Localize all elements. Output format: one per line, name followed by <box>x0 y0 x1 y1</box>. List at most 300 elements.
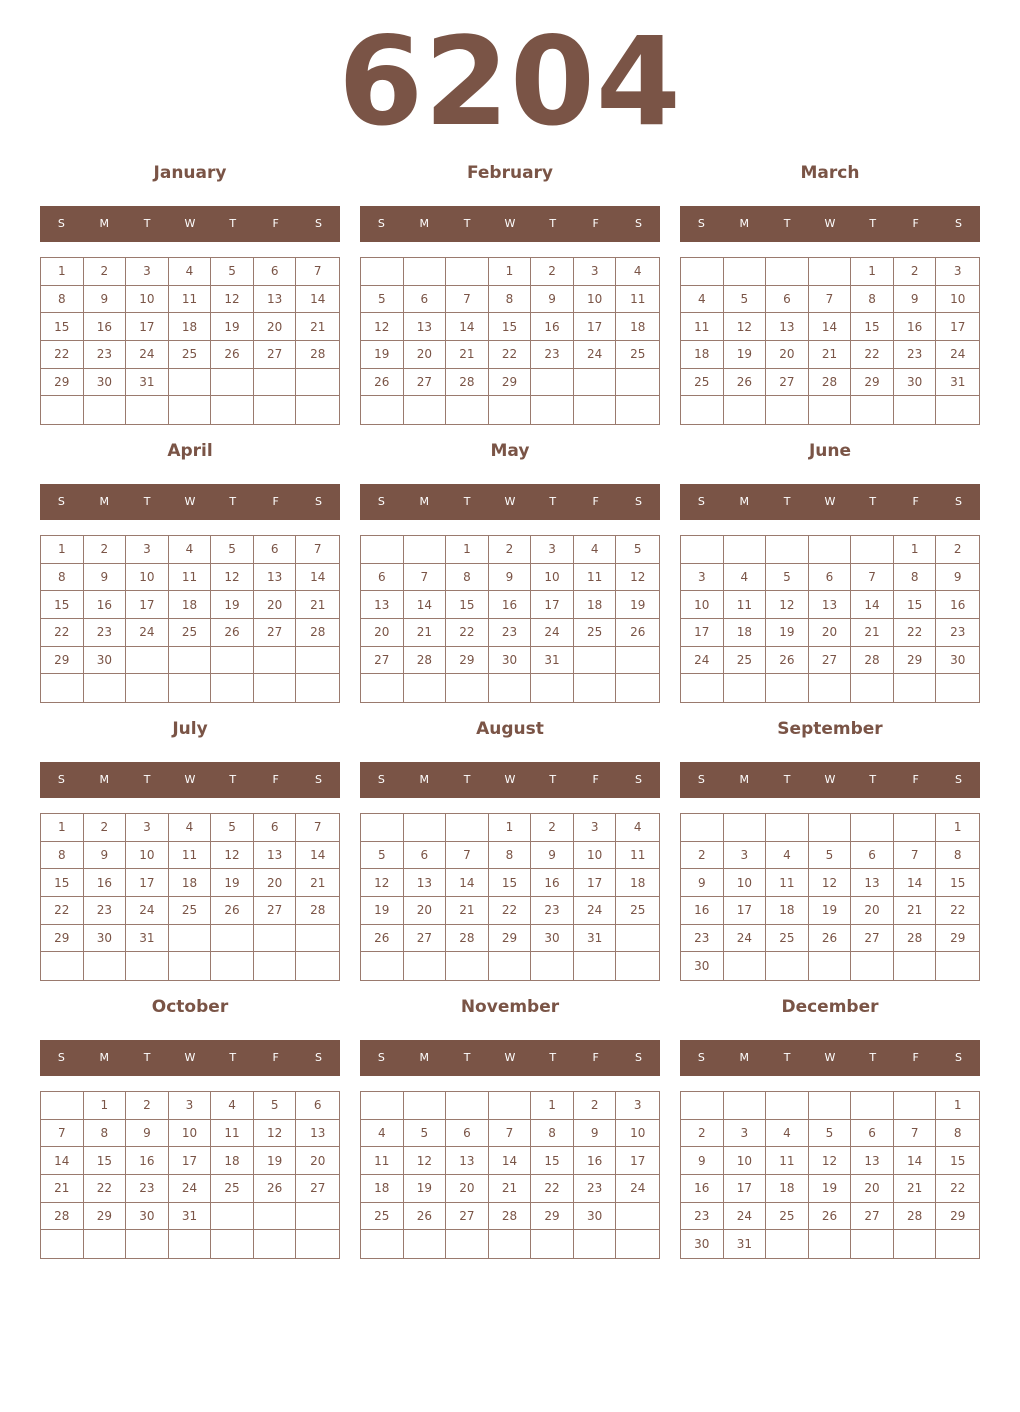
day-cell: 24 <box>531 619 574 647</box>
day-cell: 22 <box>84 1175 127 1203</box>
day-cell: 24 <box>936 341 979 369</box>
weekday-label: S <box>377 217 385 230</box>
day-cell: 19 <box>361 341 404 369</box>
day-cell: 18 <box>681 341 724 369</box>
empty-cell <box>84 952 127 980</box>
day-cell: 21 <box>489 1175 532 1203</box>
weekday-label: F <box>592 495 599 508</box>
day-cell: 12 <box>616 564 659 592</box>
weekday-label: W <box>824 1051 836 1064</box>
empty-cell <box>531 1230 574 1258</box>
day-cell: 2 <box>936 536 979 564</box>
day-cell: 14 <box>894 869 937 897</box>
day-cell: 10 <box>169 1120 212 1148</box>
day-cell: 8 <box>84 1120 127 1148</box>
empty-cell <box>489 396 532 424</box>
empty-cell <box>296 674 339 702</box>
empty-cell <box>404 1230 447 1258</box>
empty-cell <box>254 1203 297 1231</box>
weekday-label: W <box>504 217 516 230</box>
day-cell: 8 <box>446 564 489 592</box>
day-cell: 18 <box>616 313 659 341</box>
day-cell: 24 <box>616 1175 659 1203</box>
day-cell: 7 <box>446 842 489 870</box>
weekday-label: W <box>824 217 836 230</box>
empty-cell <box>616 396 659 424</box>
empty-cell <box>446 1092 489 1120</box>
empty-cell <box>894 396 937 424</box>
day-cell: 20 <box>766 341 809 369</box>
empty-cell <box>404 952 447 980</box>
day-cell: 16 <box>84 591 127 619</box>
day-cell: 20 <box>254 313 297 341</box>
weekday-label: W <box>504 773 516 786</box>
weekday-label: S <box>697 495 705 508</box>
weekday-label: S <box>57 495 65 508</box>
weekday-label: M <box>99 773 110 786</box>
empty-cell <box>851 536 894 564</box>
day-cell: 9 <box>681 1147 724 1175</box>
day-cell: 29 <box>41 369 84 397</box>
day-grid <box>40 813 340 981</box>
day-cell: 6 <box>361 564 404 592</box>
empty-cell <box>894 1092 937 1120</box>
day-cell: 14 <box>809 313 852 341</box>
day-cell: 14 <box>296 286 339 314</box>
empty-cell <box>446 674 489 702</box>
weekday-header <box>40 484 340 520</box>
empty-cell <box>489 1092 532 1120</box>
day-cell: 22 <box>41 897 84 925</box>
day-cell: 1 <box>41 258 84 286</box>
day-cell: 30 <box>574 1203 617 1231</box>
day-cell: 9 <box>84 842 127 870</box>
day-cell: 30 <box>681 1230 724 1258</box>
weekday-label: M <box>739 773 750 786</box>
day-cell: 25 <box>616 341 659 369</box>
day-cell: 4 <box>169 258 212 286</box>
day-cell: 16 <box>574 1147 617 1175</box>
weekday-label: T <box>549 773 557 786</box>
day-cell: 15 <box>936 869 979 897</box>
empty-cell <box>809 396 852 424</box>
day-cell: 31 <box>531 647 574 675</box>
day-cell: 23 <box>126 1175 169 1203</box>
day-cell: 13 <box>254 286 297 314</box>
day-cell: 8 <box>936 1120 979 1148</box>
empty-cell <box>361 536 404 564</box>
day-cell: 21 <box>404 619 447 647</box>
day-grid <box>680 535 980 703</box>
weekday-label: S <box>634 495 642 508</box>
weekday-label: S <box>314 773 322 786</box>
weekday-header <box>360 484 660 520</box>
empty-cell <box>724 536 767 564</box>
day-cell: 12 <box>254 1120 297 1148</box>
empty-cell <box>361 952 404 980</box>
day-cell: 15 <box>41 313 84 341</box>
day-cell: 12 <box>211 842 254 870</box>
day-cell: 13 <box>851 1147 894 1175</box>
weekday-label: S <box>634 1051 642 1064</box>
weekday-label: S <box>954 217 962 230</box>
day-grid <box>360 1091 660 1259</box>
empty-cell <box>41 1092 84 1120</box>
weekday-label: T <box>143 773 151 786</box>
empty-cell <box>531 952 574 980</box>
empty-cell <box>766 258 809 286</box>
day-cell: 29 <box>446 647 489 675</box>
empty-cell <box>766 1230 809 1258</box>
empty-cell <box>766 814 809 842</box>
weekday-label: M <box>419 217 430 230</box>
day-cell: 19 <box>211 591 254 619</box>
empty-cell <box>254 1230 297 1258</box>
day-cell: 29 <box>894 647 937 675</box>
weekday-label: T <box>783 495 791 508</box>
day-cell: 24 <box>724 925 767 953</box>
weekday-label: T <box>869 217 877 230</box>
day-cell: 28 <box>296 341 339 369</box>
empty-cell <box>296 1230 339 1258</box>
day-cell: 16 <box>894 313 937 341</box>
day-cell: 19 <box>766 619 809 647</box>
empty-cell <box>446 396 489 424</box>
day-cell: 12 <box>809 869 852 897</box>
day-cell: 24 <box>574 341 617 369</box>
day-cell: 20 <box>851 1175 894 1203</box>
weekday-label: T <box>549 1051 557 1064</box>
day-cell: 19 <box>211 313 254 341</box>
day-cell: 30 <box>84 925 127 953</box>
empty-cell <box>766 1092 809 1120</box>
day-cell: 5 <box>361 842 404 870</box>
day-cell: 28 <box>851 647 894 675</box>
weekday-label: T <box>463 495 471 508</box>
day-cell: 4 <box>766 1120 809 1148</box>
empty-cell <box>616 1203 659 1231</box>
day-cell: 1 <box>489 258 532 286</box>
weekday-label: F <box>912 773 919 786</box>
day-cell: 22 <box>936 897 979 925</box>
day-cell: 21 <box>296 313 339 341</box>
day-cell: 15 <box>41 591 84 619</box>
day-cell: 30 <box>489 647 532 675</box>
day-cell: 18 <box>616 869 659 897</box>
empty-cell <box>84 674 127 702</box>
day-cell: 17 <box>531 591 574 619</box>
day-cell: 16 <box>936 591 979 619</box>
day-cell: 29 <box>489 925 532 953</box>
day-cell: 16 <box>681 1175 724 1203</box>
empty-cell <box>254 952 297 980</box>
day-cell: 7 <box>296 258 339 286</box>
day-cell: 5 <box>809 1120 852 1148</box>
day-cell: 3 <box>936 258 979 286</box>
day-cell: 7 <box>404 564 447 592</box>
day-cell: 1 <box>894 536 937 564</box>
weekday-label: T <box>783 217 791 230</box>
day-cell: 6 <box>404 286 447 314</box>
day-cell: 26 <box>211 341 254 369</box>
day-cell: 3 <box>169 1092 212 1120</box>
day-cell: 25 <box>724 647 767 675</box>
day-cell: 22 <box>894 619 937 647</box>
weekday-label: S <box>954 1051 962 1064</box>
day-cell: 30 <box>894 369 937 397</box>
day-cell: 7 <box>851 564 894 592</box>
day-cell: 1 <box>936 814 979 842</box>
empty-cell <box>681 536 724 564</box>
day-cell: 25 <box>766 1203 809 1231</box>
empty-cell <box>851 396 894 424</box>
empty-cell <box>84 1230 127 1258</box>
day-cell: 13 <box>809 591 852 619</box>
day-grid <box>680 813 980 981</box>
weekday-label: T <box>143 217 151 230</box>
day-cell: 6 <box>254 814 297 842</box>
empty-cell <box>211 396 254 424</box>
day-cell: 2 <box>489 536 532 564</box>
day-cell: 24 <box>724 1203 767 1231</box>
day-cell: 3 <box>724 1120 767 1148</box>
day-cell: 13 <box>766 313 809 341</box>
empty-cell <box>446 1230 489 1258</box>
day-cell: 1 <box>84 1092 127 1120</box>
day-cell: 30 <box>531 925 574 953</box>
day-cell: 17 <box>126 313 169 341</box>
day-cell: 20 <box>296 1147 339 1175</box>
empty-cell <box>809 1092 852 1120</box>
empty-cell <box>936 396 979 424</box>
day-cell: 18 <box>574 591 617 619</box>
day-cell: 15 <box>936 1147 979 1175</box>
day-cell: 13 <box>851 869 894 897</box>
empty-cell <box>574 674 617 702</box>
day-cell: 3 <box>574 814 617 842</box>
empty-cell <box>254 925 297 953</box>
weekday-label: T <box>783 1051 791 1064</box>
day-cell: 29 <box>41 925 84 953</box>
day-cell: 14 <box>404 591 447 619</box>
day-cell: 8 <box>41 286 84 314</box>
empty-cell <box>126 647 169 675</box>
day-cell: 17 <box>724 897 767 925</box>
empty-cell <box>446 952 489 980</box>
day-cell: 19 <box>724 341 767 369</box>
empty-cell <box>446 258 489 286</box>
empty-cell <box>616 369 659 397</box>
day-cell: 6 <box>766 286 809 314</box>
day-cell: 17 <box>169 1147 212 1175</box>
day-cell: 28 <box>446 369 489 397</box>
day-cell: 13 <box>296 1120 339 1148</box>
day-cell: 18 <box>169 313 212 341</box>
day-cell: 20 <box>809 619 852 647</box>
weekday-label: F <box>912 495 919 508</box>
day-cell: 26 <box>404 1203 447 1231</box>
day-cell: 11 <box>211 1120 254 1148</box>
empty-cell <box>211 369 254 397</box>
day-cell: 11 <box>169 842 212 870</box>
empty-cell <box>489 674 532 702</box>
weekday-label: T <box>869 495 877 508</box>
day-cell: 31 <box>724 1230 767 1258</box>
day-cell: 2 <box>681 1120 724 1148</box>
weekday-label: S <box>57 217 65 230</box>
day-cell: 9 <box>531 842 574 870</box>
day-cell: 11 <box>681 313 724 341</box>
empty-cell <box>41 1230 84 1258</box>
day-cell: 11 <box>169 286 212 314</box>
day-cell: 11 <box>361 1147 404 1175</box>
day-cell: 27 <box>254 897 297 925</box>
day-grid <box>40 1091 340 1259</box>
day-cell: 13 <box>446 1147 489 1175</box>
empty-cell <box>296 925 339 953</box>
weekday-label: S <box>57 773 65 786</box>
day-cell: 30 <box>126 1203 169 1231</box>
day-cell: 19 <box>809 1175 852 1203</box>
day-cell: 3 <box>616 1092 659 1120</box>
day-cell: 26 <box>616 619 659 647</box>
month-name: October <box>151 997 229 1017</box>
day-cell: 13 <box>254 842 297 870</box>
day-cell: 25 <box>574 619 617 647</box>
weekday-label: F <box>912 1051 919 1064</box>
day-cell: 4 <box>616 258 659 286</box>
empty-cell <box>851 952 894 980</box>
day-cell: 23 <box>681 1203 724 1231</box>
empty-cell <box>169 396 212 424</box>
month-name: May <box>490 441 530 461</box>
day-cell: 18 <box>766 1175 809 1203</box>
weekday-label: T <box>229 217 237 230</box>
day-cell: 23 <box>894 341 937 369</box>
day-cell: 18 <box>361 1175 404 1203</box>
day-cell: 28 <box>296 619 339 647</box>
weekday-header <box>680 484 980 520</box>
day-cell: 30 <box>84 647 127 675</box>
day-cell: 10 <box>126 842 169 870</box>
day-grid <box>40 257 340 425</box>
weekday-label: S <box>314 217 322 230</box>
weekday-label: T <box>549 495 557 508</box>
day-cell: 2 <box>84 536 127 564</box>
day-cell: 18 <box>211 1147 254 1175</box>
weekday-header <box>40 762 340 798</box>
empty-cell <box>41 396 84 424</box>
empty-cell <box>809 258 852 286</box>
day-cell: 5 <box>211 814 254 842</box>
day-cell: 7 <box>446 286 489 314</box>
day-cell: 15 <box>446 591 489 619</box>
day-cell: 19 <box>211 869 254 897</box>
weekday-label: W <box>184 495 196 508</box>
day-cell: 28 <box>404 647 447 675</box>
month-name: December <box>781 997 879 1017</box>
day-cell: 11 <box>766 1147 809 1175</box>
day-cell: 2 <box>84 258 127 286</box>
day-cell: 6 <box>404 842 447 870</box>
day-cell: 10 <box>616 1120 659 1148</box>
day-cell: 27 <box>404 925 447 953</box>
day-cell: 29 <box>936 1203 979 1231</box>
day-cell: 8 <box>851 286 894 314</box>
weekday-label: F <box>272 217 279 230</box>
weekday-label: M <box>739 217 750 230</box>
day-cell: 23 <box>531 341 574 369</box>
empty-cell <box>724 674 767 702</box>
day-cell: 25 <box>211 1175 254 1203</box>
day-cell: 27 <box>254 341 297 369</box>
month-name: July <box>172 719 208 739</box>
day-cell: 27 <box>296 1175 339 1203</box>
empty-cell <box>851 814 894 842</box>
day-cell: 9 <box>894 286 937 314</box>
day-cell: 4 <box>574 536 617 564</box>
empty-cell <box>361 1092 404 1120</box>
day-cell: 16 <box>84 869 127 897</box>
day-cell: 27 <box>851 925 894 953</box>
day-cell: 10 <box>936 286 979 314</box>
day-cell: 24 <box>126 619 169 647</box>
day-cell: 10 <box>531 564 574 592</box>
empty-cell <box>724 814 767 842</box>
empty-cell <box>361 674 404 702</box>
weekday-label: F <box>272 1051 279 1064</box>
weekday-label: T <box>229 1051 237 1064</box>
month-name: January <box>153 163 227 183</box>
empty-cell <box>574 647 617 675</box>
day-cell: 11 <box>574 564 617 592</box>
weekday-label: S <box>634 773 642 786</box>
day-cell: 14 <box>296 842 339 870</box>
day-cell: 23 <box>84 619 127 647</box>
day-cell: 20 <box>404 341 447 369</box>
day-cell: 23 <box>84 341 127 369</box>
day-cell: 12 <box>361 313 404 341</box>
day-cell: 2 <box>84 814 127 842</box>
day-cell: 3 <box>531 536 574 564</box>
day-cell: 3 <box>126 536 169 564</box>
day-cell: 1 <box>446 536 489 564</box>
day-cell: 21 <box>894 897 937 925</box>
day-cell: 21 <box>809 341 852 369</box>
day-grid <box>680 257 980 425</box>
day-cell: 5 <box>361 286 404 314</box>
day-cell: 2 <box>126 1092 169 1120</box>
day-grid <box>40 535 340 703</box>
day-cell: 20 <box>361 619 404 647</box>
weekday-header <box>40 206 340 242</box>
day-cell: 25 <box>361 1203 404 1231</box>
day-cell: 27 <box>254 619 297 647</box>
empty-cell <box>851 1230 894 1258</box>
day-cell: 29 <box>84 1203 127 1231</box>
day-cell: 6 <box>851 842 894 870</box>
empty-cell <box>894 814 937 842</box>
weekday-header <box>360 762 660 798</box>
day-cell: 19 <box>404 1175 447 1203</box>
day-cell: 23 <box>936 619 979 647</box>
weekday-label: S <box>634 217 642 230</box>
empty-cell <box>531 674 574 702</box>
day-cell: 23 <box>84 897 127 925</box>
empty-cell <box>211 647 254 675</box>
empty-cell <box>936 1230 979 1258</box>
empty-cell <box>361 1230 404 1258</box>
